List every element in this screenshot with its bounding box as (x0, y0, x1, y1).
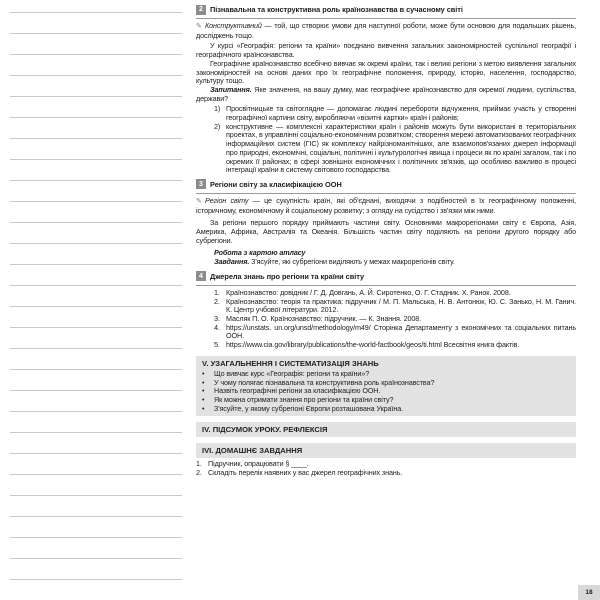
definition-text: — той, що створює умови для наступної роботи, може бути основою для подальших рішень, досліджень тощо. (196, 21, 576, 40)
ruled-line (10, 12, 182, 13)
list-item: 4. https://unstats. un.org/unsd/methodology/m49/ Сторінка Департаменту з економічних та соціальних питань ООН. (214, 322, 576, 341)
list-item: • У чому полягає пізнавальна та конструктивна роль країнознавства? (202, 377, 435, 387)
definition-text: — це сукупність країн, які об'єднані, виходячи з подібностей в їх географічному положенні, історичному, економічному й соціальному розвитку; з огляду на сусідство і зв'язки між ними. (196, 195, 576, 215)
homework-box (196, 443, 576, 458)
ruled-line (10, 495, 182, 496)
question-text: Яке значення, на вашу думку, має географічне країнознавство для окремої людини, суспільства, держави? (196, 84, 576, 103)
ruled-line (10, 474, 182, 475)
ruled-line (10, 75, 182, 76)
ruled-line (10, 558, 182, 559)
section-number: 3 (196, 179, 206, 189)
ruled-line (10, 222, 182, 223)
paragraph: Географічне країнознавство всебічно вивчає як окремі країни, так і великі регіони з метою виявлення загальних закономірностей на основі даних про їх географічне положення, природу, історію, населення, господарство, культуру тощо. (196, 58, 576, 86)
ruled-line (10, 264, 182, 265)
list-item: 1) Просвітницьке та світоглядне — допомагає людині перебороти відчуження, приймає участь у створенні географічної картини світу, виробляючи «візитні картки» країн і районів; (214, 104, 576, 123)
list-item: 3. Масляк П. О. Країнознавство: підручник. — К. Знання. 2008. (214, 313, 422, 323)
section-number: 4 (196, 271, 206, 281)
ruled-line (10, 432, 182, 433)
definition-term: Конструктивний (205, 21, 262, 30)
homework-title: IVI. ДОМАШНЄ ЗАВДАННЯ (202, 446, 303, 456)
ruled-line (10, 306, 182, 307)
ruled-line (10, 117, 182, 118)
definition-term: Регіон світу (205, 195, 249, 205)
section-3-heading (196, 179, 576, 190)
answer-list (196, 105, 576, 175)
list-item: 1. Підручник, опрацювати § ____. (196, 459, 309, 469)
reflection-title: IV. ПІДСУМОК УРОКУ. РЕФЛЕКСІЯ (202, 425, 328, 435)
ruled-line (10, 348, 182, 349)
list-item: • Як можна отримати знання про регіони та країни світу? (202, 394, 394, 404)
section-number: 2 (196, 5, 206, 15)
ruled-line (10, 453, 182, 454)
list-item: 5. https://www.cia.gov/library/publications/the-world-factbook/geos/ti.html Всесвітня книга фактів. (214, 340, 520, 350)
ruled-line (10, 33, 182, 34)
summary-title: V. УЗАГАЛЬНЕННЯ І СИСТЕМАТИЗАЦІЯ ЗНАНЬ (202, 358, 379, 368)
ruled-line (10, 159, 182, 160)
ruled-line (10, 54, 182, 55)
ruled-line (10, 516, 182, 517)
ruled-line (10, 243, 182, 244)
list-item: • Що вивчає курс «Географія: регіони та країни»? (202, 368, 370, 378)
pencil-icon: ✎ (196, 197, 202, 205)
task-label: Завдання. (214, 257, 250, 267)
section-2-heading (196, 4, 576, 15)
ruled-line (10, 201, 182, 202)
page-number: 18 (578, 585, 600, 600)
ruled-line (10, 327, 182, 328)
ruled-line (10, 411, 182, 412)
map-task-heading: Робота з картою атласу (214, 248, 306, 258)
section-divider (196, 285, 576, 286)
pencil-icon: ✎ (196, 23, 202, 30)
section-4-heading (196, 271, 576, 282)
notes-ruled-margin (0, 0, 182, 600)
ruled-line (10, 138, 182, 139)
list-item: • З'ясуйте, у якому субрегіоні Європи розташована Україна. (202, 403, 403, 413)
summary-box (196, 356, 576, 417)
definition-constructive (196, 22, 576, 40)
list-item: • Назвіть географічні регіони за класифікацією ООН. (202, 386, 381, 396)
section-divider (196, 18, 576, 19)
sources-list (196, 289, 576, 350)
question-label: Запитання. (210, 84, 252, 94)
list-item: 2. Складіть перелік наявних у вас джерел географічних знань. (196, 468, 403, 478)
question (196, 86, 576, 103)
section-title: Пізнавальна та конструктивна роль країнознавства в сучасному світі (210, 5, 463, 14)
task (196, 258, 576, 267)
paragraph: У курсі «Географія: регіони та країни» поєднано вивчення загальних закономірностей суспільної географії і географічного країнознавства. (196, 41, 576, 60)
section-title: Регіони світу за класифікацією ООН (210, 179, 342, 189)
reflection-box (196, 422, 576, 437)
ruled-line (10, 537, 182, 538)
definition-region (196, 197, 576, 215)
lesson-content (196, 4, 576, 600)
ruled-line (10, 369, 182, 370)
ruled-line (10, 96, 182, 97)
ruled-line (10, 579, 182, 580)
ruled-line (10, 390, 182, 391)
homework-list (196, 460, 576, 477)
task-text: З'ясуйте, які субрегіони виділяють у межах макрорегіонів світу. (249, 257, 455, 267)
ruled-line (10, 180, 182, 181)
list-item: 1. Країнознавство: довідник / Г. Д. Довгань, А. Й. Сиротенко, О. Г. Стадник. Х. Ранок. 2008. (214, 287, 511, 297)
list-item: 2) конструктивне — комплексні характеристики країн і районів можуть бути використані в територіальних проектах, в управлінні соціально-економічним розвитком; створення мережі автоматизованих географічних інформаційних систем (ГІС) як комплексу найрізноманітніших, але взаємопов'язаних джерел інформації про природні, економічні, соціальні, політичні і культурологічні явища і процеси як по країні загалом, так і по окремих її районах; в сфері зовнішніх економічних і політичних зв'язків, що особливо важливо в процесі інтеграції країни в систему світового господарства. (214, 121, 576, 175)
paragraph: За регіони першого порядку приймають частини світу. Основними макрорегіонами світу є Європа, Азія, Америка, Африка, Австралія та Океанія. Більшість частин світу поділяють на регіони другого порядку або субрегіони. (196, 218, 576, 245)
list-item: 2. Країнознавство: теорія та практика: підручник / М. П. Мальська, Н. В. Антонюк, Ю. С. Занько, Н. М. Ганич. К. Центр учбової літератури. 2012. (214, 296, 576, 315)
section-title: Джерела знань про регіони та країни світу (210, 271, 365, 281)
ruled-line (10, 285, 182, 286)
section-divider (196, 193, 576, 194)
